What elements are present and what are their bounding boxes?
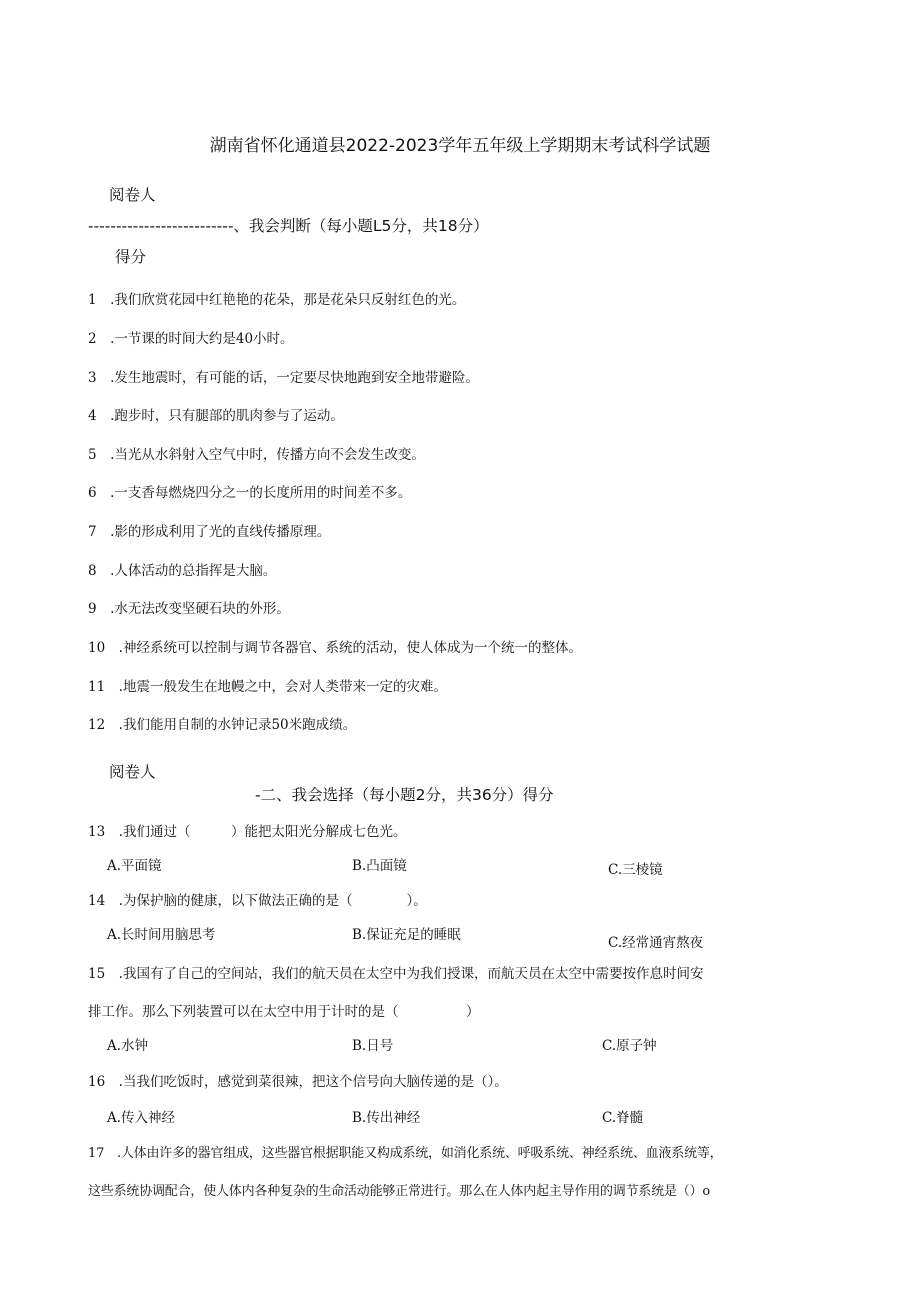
question-15-option-c: C.原子钟 xyxy=(602,1038,657,1054)
question-9: 9 .水无法改变坚硬石块的外形。 xyxy=(88,601,290,617)
question-13-option-b: B.凸面镜 xyxy=(352,858,407,874)
question-8: 8 .人体活动的总指挥是大脑。 xyxy=(88,563,277,579)
question-16-option-c: C.脊髓 xyxy=(602,1110,644,1126)
question-15-line-2: 排工作。那么下列装置可以在太空中用于计时的是（ ） xyxy=(88,1004,480,1020)
question-10: 10 .神经系统可以控制与调节各器官、系统的活动，使人体成为一个统一的整体。 xyxy=(88,640,582,656)
question-16-option-a: A.传入神经 xyxy=(107,1110,176,1126)
question-15-option-a: A.水钟 xyxy=(107,1038,149,1054)
question-15-option-b: B.日号 xyxy=(352,1038,394,1054)
score-label: 得分 xyxy=(115,248,147,266)
question-17-line-2: 这些系统协调配合，使人体内各种复杂的生命活动能够正常进行。那么在人体内起主导作用的调节系统是（）o xyxy=(88,1184,711,1199)
question-14-option-b: B.保证充足的睡眠 xyxy=(352,927,461,943)
question-5: 5 .当光从水斜射入空气中时，传播方向不会发生改变。 xyxy=(88,447,425,463)
question-12: 12 .我们能用自制的水钟记录50米跑成绩。 xyxy=(88,717,357,733)
question-13-option-c: C.三棱镜 xyxy=(608,862,663,878)
question-17-line-1: 17 .人体由许多的器官组成，这些器官根据职能又构成系统，如消化系统、呼吸系统、神经系统、血液系统等， xyxy=(88,1146,723,1161)
question-11: 11 .地震一般发生在地幔之中，会对人类带来一定的灾难。 xyxy=(88,679,447,695)
question-14-option-a: A.长时间用脑思考 xyxy=(107,927,216,943)
reviewer-label: 阅卷人 xyxy=(109,186,156,204)
question-4: 4 .跑步时，只有腿部的肌肉参与了运动。 xyxy=(88,408,344,424)
question-3: 3 .发生地震时，有可能的话，一定要尽快地跑到安全地带避险。 xyxy=(88,370,479,386)
question-13-option-a: A.平面镜 xyxy=(107,858,162,874)
question-13: 13 .我们通过（ ）能把太阳光分解成七色光。 xyxy=(88,824,407,840)
question-7: 7 .影的形成利用了光的直线传播原理。 xyxy=(88,524,331,540)
question-2: 2 .一节课的时间大约是40小时。 xyxy=(88,331,294,347)
question-1: 1 .我们欣赏花园中红艳艳的花朵，那是花朵只反射红色的光。 xyxy=(88,292,466,308)
question-15-line-1: 15 .我国有了自己的空间站，我们的航天员在太空中为我们授课，而航天员在太空中需要按作息时间安 xyxy=(88,966,704,982)
question-16: 16 .当我们吃饭时，感觉到菜很辣，把这个信号向大脑传递的是（）。 xyxy=(88,1074,508,1090)
page-title: 湖南省怀化通道县2022-2023学年五年级上学期期末考试科学试题 xyxy=(209,136,711,156)
section2-heading: -二、我会选择（每小题2分，共36分）得分 xyxy=(255,786,554,804)
question-14-option-c: C.经常通宵熬夜 xyxy=(608,935,704,951)
question-14: 14 .为保护脑的健康，以下做法正确的是（ ）。 xyxy=(88,893,427,909)
reviewer-label: 阅卷人 xyxy=(109,763,156,781)
question-16-option-b: B.传出神经 xyxy=(352,1110,421,1126)
section1-heading: --------------------------、我会判断（每小题L5分，共18分） xyxy=(88,217,489,235)
question-6: 6 .一支香每燃烧四分之一的长度所用的时间差不多。 xyxy=(88,485,412,501)
